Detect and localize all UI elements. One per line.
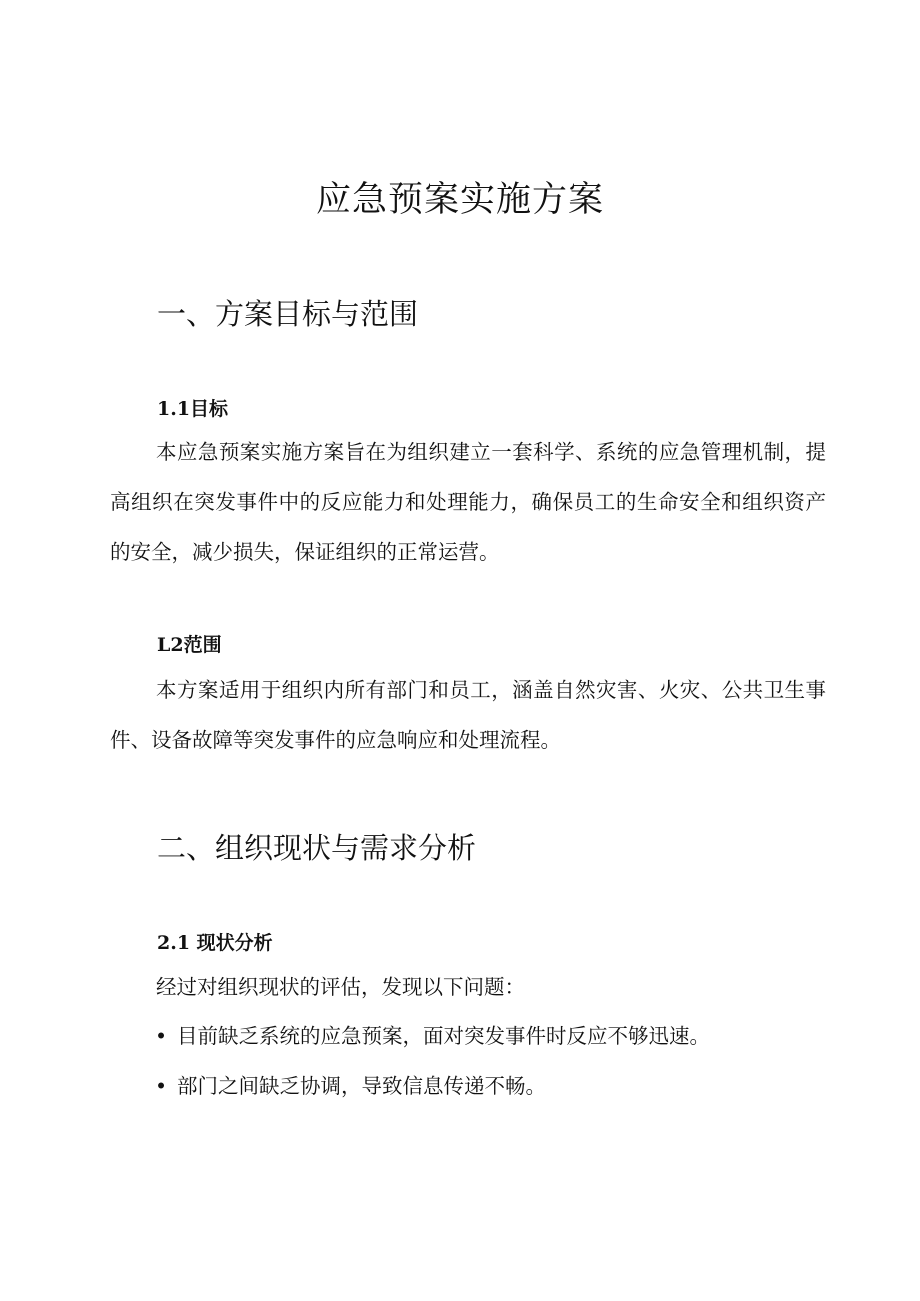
subsection-heading-2-1: 2.1 现状分析: [157, 932, 273, 954]
subsection-heading-1-1: 1.1目标: [157, 398, 229, 420]
paragraph-scope: 本方案适用于组织内所有部门和员工，涵盖自然灾害、火灾、公共卫生事件、设备故障等突发事件的应急响应和处理流程。: [110, 678, 826, 752]
document-title: 应急预案实施方案: [315, 180, 604, 220]
list-item-text: 部门之间缺乏协调，导致信息传递不畅。: [177, 1074, 546, 1098]
issue-list: [155, 1011, 710, 1111]
section-heading-2: 二、组织现状与需求分析: [157, 831, 477, 865]
bullet-icon: •: [155, 1024, 168, 1048]
paragraph-status-intro: 经过对组织现状的评估，发现以下问题：: [156, 975, 525, 999]
list-item-text: 目前缺乏系统的应急预案，面对突发事件时反应不够迅速。: [177, 1024, 710, 1048]
section-heading-1: 一、方案目标与范围: [157, 297, 419, 331]
subsection-heading-1-2: L2范围: [157, 634, 222, 656]
list-item: [155, 1011, 710, 1061]
bullet-icon: •: [155, 1074, 168, 1098]
paragraph-goal: 本应急预案实施方案旨在为组织建立一套科学、系统的应急管理机制，提高组织在突发事件中的反应能力和处理能力，确保员工的生命安全和组织资产的安全，减少损失，保证组织的正常运营。: [110, 440, 826, 564]
list-item: [155, 1061, 710, 1111]
